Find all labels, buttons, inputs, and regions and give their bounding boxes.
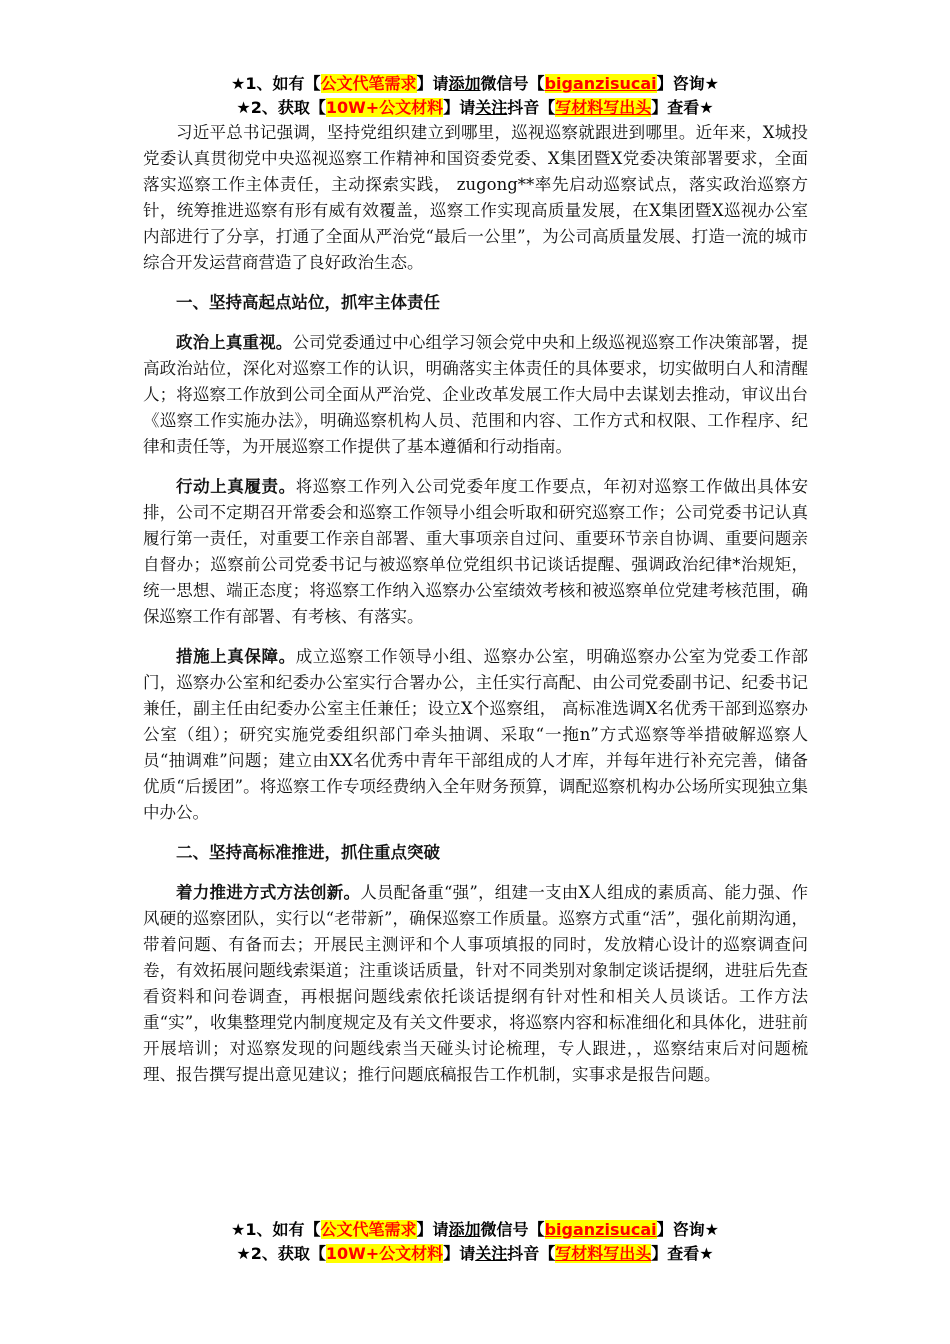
- paragraph-text: 人员配备重“强”，组建一支由X人组成的素质高、能力强、作风硬的巡察团队，实行以“老带新”，确保巡察工作质量。巡察方式重“活”，强化前期沟通，带着问题、有备而去；开展民主测评和个人事项填报的同时，发放精心设计的巡察调查问卷，有效拓展问题线索渠道；注重谈话质量，针对不同类别对象制定谈话提纲，进驻后先查看资料和问卷调查，再根据问题线索依托谈话提纲有针对性和相关人员谈话。工作方法重“实”，收集整理党内制度规定及有关文件要求，将巡察内容和标准细化和具体化，进驻前开展培训；对巡察发现的问题线索当天碰头讨论梳理，专人跟进，，巡察结束后对问题梳理、报告撰写提出意见建议；推行问题底稿报告工作机制，实事求是报告问题。: [143, 883, 808, 1084]
- banner-text: 抖音【: [507, 1244, 556, 1263]
- highlight-service: 公文代笔需求: [320, 1220, 417, 1239]
- banner-text: 】咨询★: [656, 1220, 719, 1239]
- banner-text: 微信号【: [480, 74, 545, 93]
- wechat-id: biganzisucai: [544, 1220, 657, 1239]
- paragraph-lead: 政治上真重视。: [176, 333, 293, 352]
- promo-line-2: [0, 96, 950, 120]
- highlight-service: 公文代笔需求: [320, 74, 417, 93]
- paragraph-lead: 措施上真保障。: [176, 647, 296, 666]
- banner-text: 】查看★: [651, 98, 714, 117]
- promo-line-1: [0, 1218, 950, 1242]
- paragraph-text: 公司党委通过中心组学习领会党中央和上级巡视巡察工作决策部署，提高政治站位，深化对巡察工作的认识，明确落实主体责任的具体要求，切实做明白人和清醒人；将巡察工作放到公司全面从严治党、企业改革发展工作大局中去谋划去推动，审议出台《巡察工作实施办法》，明确巡察机构人员、范围和内容、工作方式和权限、工作程序、纪律和责任等，为开展巡察工作提供了基本遵循和行动指南。: [143, 333, 809, 456]
- banner-text: 】请: [416, 74, 449, 93]
- intro-paragraph: 习近平总书记强调，坚持党组织建立到哪里，巡视巡察就跟进到哪里。近年来，X城投党委认真贯彻党中央巡视巡察工作精神和国资委党委、X集团暨X党委决策部署要求，全面落实巡察工作主体责任，主动探索实践， zugong**率先启动巡察试点，落实政治巡察方针，统筹推进巡察有形有威有效覆盖，巡察工作实现高质量发展，在X集团暨X巡视办公室内部进行了分享，打通了全面从严治党“最后一公里”，为公司高质量发展、打造一流的城市综合开发运营商营造了良好政治生态。: [143, 123, 808, 272]
- banner-text: 】请: [443, 98, 476, 117]
- banner-text: 添加: [448, 74, 481, 93]
- banner-text: 】查看★: [651, 1244, 714, 1263]
- article-body: [143, 120, 808, 1088]
- banner-text: ★1、如有【: [231, 74, 321, 93]
- banner-text: 关注: [475, 98, 508, 117]
- banner-text: 】咨询★: [656, 74, 719, 93]
- banner-text: 】请: [443, 1244, 476, 1263]
- banner-text: ★2、获取【: [236, 1244, 326, 1263]
- promo-line-1: [0, 72, 950, 96]
- paragraph-lead: 着力推进方式方法创新。: [176, 883, 361, 902]
- paragraph-innovation: [143, 880, 808, 1088]
- banner-text: 添加: [448, 1220, 481, 1239]
- paragraph-action: [143, 474, 808, 630]
- banner-text: ★2、获取【: [236, 98, 326, 117]
- promo-banner-top: [0, 72, 950, 120]
- highlight-materials: 10W+公文材料: [325, 98, 444, 117]
- promo-line-2: [0, 1242, 950, 1266]
- banner-text: 微信号【: [480, 1220, 545, 1239]
- paragraph-political: [143, 330, 808, 460]
- section-heading-1: 一、坚持高起点站位，抓牢主体责任: [176, 293, 440, 312]
- promo-banner-bottom: [0, 1218, 950, 1266]
- section-heading-2: 二、坚持高标准推进，抓住重点突破: [176, 843, 440, 862]
- highlight-materials: 10W+公文材料: [325, 1244, 444, 1263]
- wechat-id: biganzisucai: [544, 74, 657, 93]
- paragraph-text: 将巡察工作列入公司党委年度工作要点，年初对巡察工作做出具体安排，公司不定期召开常委会和巡察工作领导小组会听取和研究巡察工作；公司党委书记认真履行第一责任，对重要工作亲自部署、重大事项亲自过问、重要环节亲自协调、重要问题亲自督办；巡察前公司党委书记与被巡察单位党组织书记谈话提醒、强调政治纪律*治规矩，统一思想、端正态度；将巡察工作纳入巡察办公室绩效考核和被巡察单位党建考核范围，确保巡察工作有部署、有考核、有落实。: [143, 477, 809, 626]
- banner-text: 抖音【: [507, 98, 556, 117]
- douyin-account: 写材料写出头: [555, 1244, 652, 1263]
- paragraph-lead: 行动上真履责。: [176, 477, 296, 496]
- banner-text: ★1、如有【: [231, 1220, 321, 1239]
- paragraph-text: 成立巡察工作领导小组、巡察办公室，明确巡察办公室为党委工作部门，巡察办公室和纪委办公室实行合署办公，主任实行高配、由公司党委副书记、纪委书记兼任，副主任由纪委办公室主任兼任；设立X个巡察组， 高标准选调X名优秀干部到巡察办公室（组）；研究实施党委组织部门牵头抽调、采取“一拖n”方式巡察等举措破解巡察人员“抽调难”问题；建立由XX名优秀中青年干部组成的人才库，并每年进行补充完善，储备优质“后援团”。将巡察工作专项经费纳入全年财务预算，调配巡察机构办公场所实现独立集中办公。: [143, 647, 809, 822]
- douyin-account: 写材料写出头: [555, 98, 652, 117]
- banner-text: 关注: [475, 1244, 508, 1263]
- paragraph-measures: [143, 644, 808, 826]
- banner-text: 】请: [416, 1220, 449, 1239]
